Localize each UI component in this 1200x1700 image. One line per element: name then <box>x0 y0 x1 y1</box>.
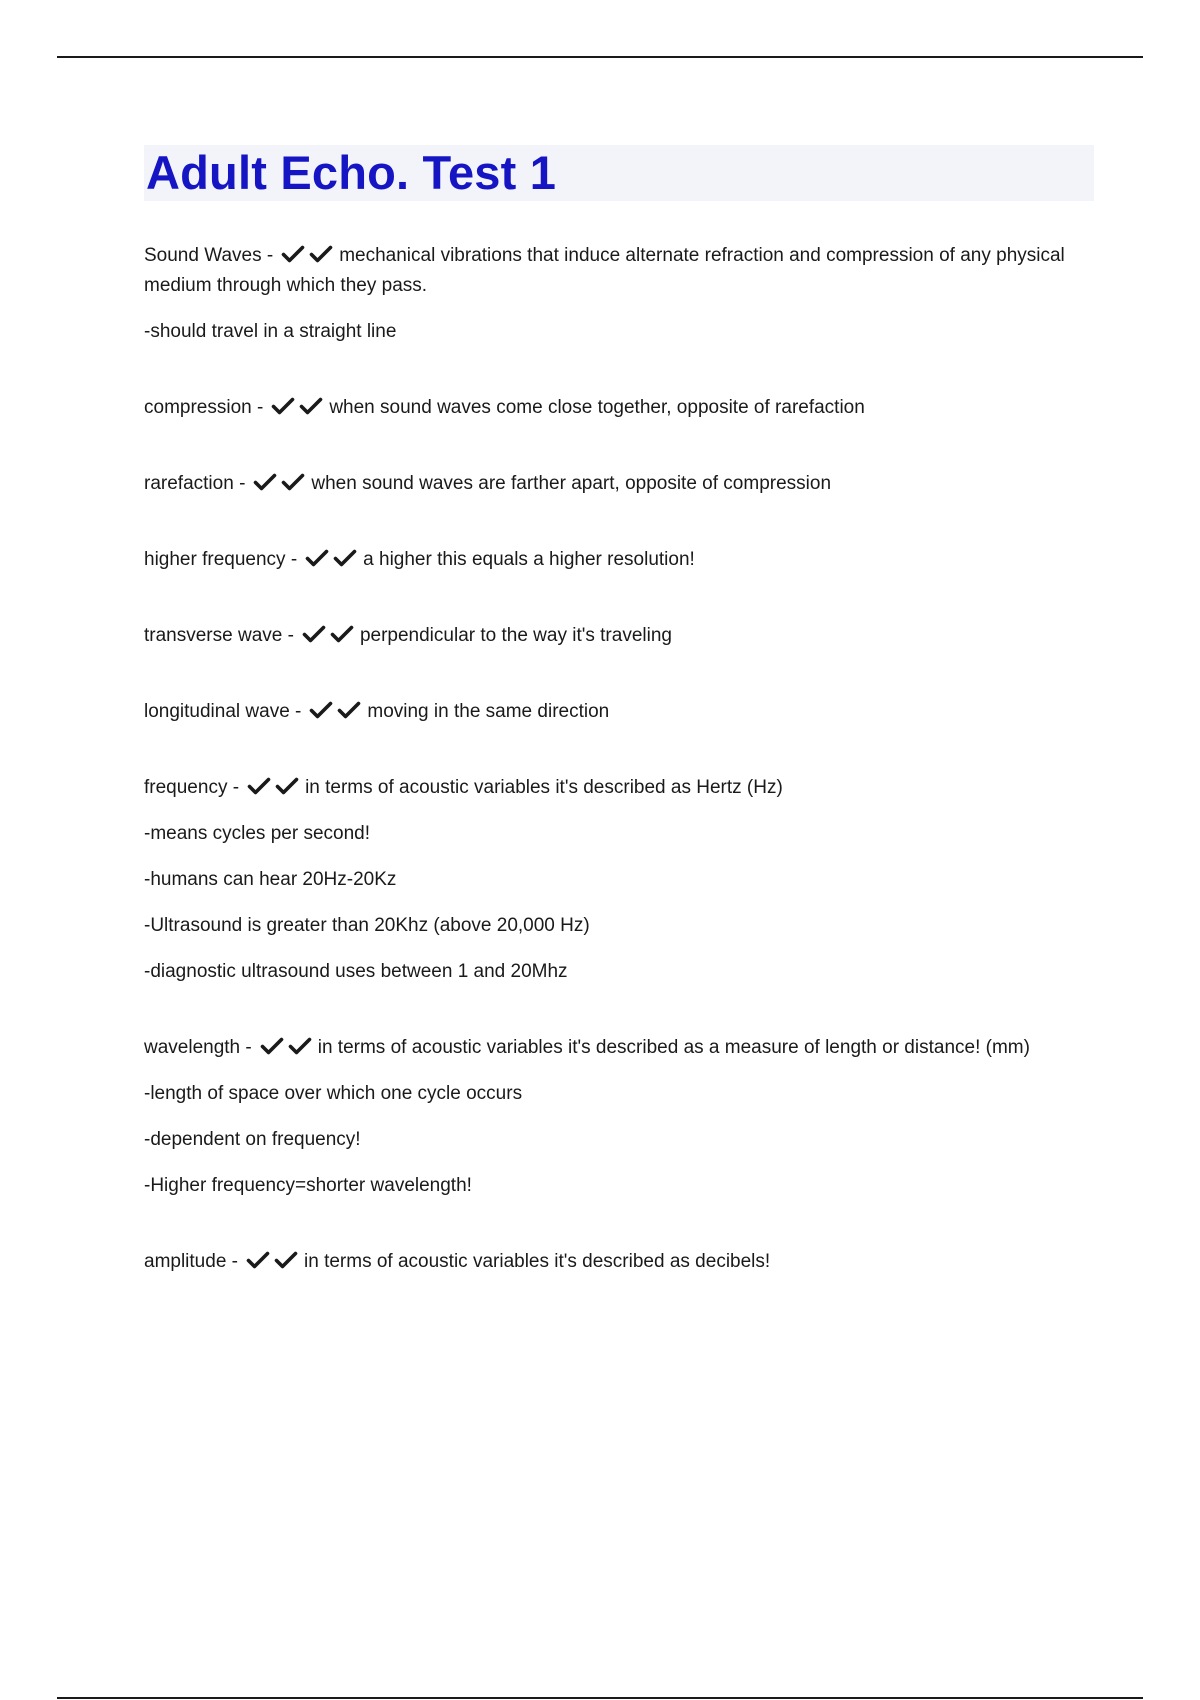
check-icon <box>271 396 295 416</box>
check-icon <box>246 1250 270 1270</box>
entry-term: frequency <box>144 777 228 798</box>
entry-term: rarefaction <box>144 473 234 494</box>
check-icon <box>274 1250 298 1270</box>
document-content <box>144 145 1094 1323</box>
entry-separator: - <box>245 1037 252 1058</box>
entry-separator: - <box>257 397 264 418</box>
flashcard-entry <box>144 621 1094 651</box>
check-icon <box>247 776 271 796</box>
bottom-rule <box>57 1697 1143 1699</box>
entry-separator: - <box>232 777 240 798</box>
entry-definition: in terms of acoustic variables it's described as a measure of length or distance! (mm) <box>317 1037 1030 1058</box>
check-icon <box>309 700 333 720</box>
title-band <box>144 145 1094 201</box>
entry-definition: in terms of acoustic variables it's described as decibels! <box>304 1251 771 1272</box>
answer-checkmarks <box>279 245 335 266</box>
entry-definition: when sound waves come close together, opposite of rarefaction <box>329 397 865 418</box>
top-rule <box>57 56 1143 58</box>
entry-line <box>144 469 1094 499</box>
entry-note: -diagnostic ultrasound uses between 1 and 20Mhz <box>144 961 568 982</box>
page-title: Adult Echo. Test 1 <box>146 146 557 199</box>
check-icon <box>253 472 277 492</box>
flashcard-entry <box>144 241 1094 347</box>
entry-definition: perpendicular to the way it's traveling <box>359 625 672 646</box>
entry-term: compression <box>144 397 252 418</box>
entry-note: -Higher frequency=shorter wavelength! <box>144 1175 472 1196</box>
check-icon <box>275 776 299 796</box>
check-icon <box>309 244 333 264</box>
entry-line <box>144 773 1094 803</box>
entry-separator: - <box>231 1251 238 1272</box>
check-icon <box>288 1036 312 1056</box>
entry-definition: in terms of acoustic variables it's described as Hertz (Hz) <box>305 777 783 798</box>
entry-line <box>144 241 1094 301</box>
check-icon <box>302 624 326 644</box>
flashcard-entry <box>144 1033 1094 1201</box>
entry-definition: a higher this equals a higher resolution! <box>363 549 695 570</box>
entry-separator: - <box>287 625 294 646</box>
flashcard-entry <box>144 393 1094 423</box>
flashcard-entry <box>144 469 1094 499</box>
entry-term: wavelength <box>144 1037 241 1058</box>
answer-checkmarks <box>245 777 301 798</box>
check-icon <box>281 244 305 264</box>
flashcard-entry <box>144 773 1094 987</box>
entry-line <box>144 393 1094 423</box>
entry-note: -humans can hear 20Hz-20Kz <box>144 869 397 890</box>
entry-separator: - <box>295 701 302 722</box>
answer-checkmarks <box>269 397 325 418</box>
answer-checkmarks <box>307 701 363 722</box>
check-icon <box>281 472 305 492</box>
check-icon <box>299 396 323 416</box>
flashcard-list <box>144 241 1094 1277</box>
answer-checkmarks <box>300 625 356 646</box>
entry-separator: - <box>239 473 246 494</box>
check-icon <box>330 624 354 644</box>
entry-line <box>144 545 1094 575</box>
entry-definition: moving in the same direction <box>367 701 610 722</box>
entry-line <box>144 1247 1094 1277</box>
entry-definition: mechanical vibrations that induce alternate refraction and compression of any physical medium through which they pass. <box>144 245 1065 296</box>
entry-note: -Ultrasound is greater than 20Khz (above 20,000 Hz) <box>144 915 590 936</box>
answer-checkmarks <box>258 1037 314 1058</box>
entry-term: higher frequency <box>144 549 286 570</box>
entry-note: -length of space over which one cycle occurs <box>144 1083 523 1104</box>
answer-checkmarks <box>303 549 359 570</box>
check-icon <box>260 1036 284 1056</box>
entry-term: longitudinal wave <box>144 701 290 722</box>
entry-separator: - <box>290 549 298 570</box>
entry-line <box>144 621 1094 651</box>
answer-checkmarks <box>244 1251 300 1272</box>
entry-note: -should travel in a straight line <box>144 321 397 342</box>
flashcard-entry <box>144 1247 1094 1277</box>
answer-checkmarks <box>251 473 307 494</box>
entry-term: amplitude <box>144 1251 227 1272</box>
check-icon <box>305 548 329 568</box>
entry-line <box>144 1033 1094 1063</box>
entry-line <box>144 697 1094 727</box>
entry-definition: when sound waves are farther apart, opposite of compression <box>311 473 832 494</box>
flashcard-entry <box>144 545 1094 575</box>
flashcard-entry <box>144 697 1094 727</box>
entry-separator: - <box>266 245 274 266</box>
entry-note: -means cycles per second! <box>144 823 370 844</box>
entry-term: Sound Waves <box>144 245 262 266</box>
entry-term: transverse wave <box>144 625 283 646</box>
check-icon <box>337 700 361 720</box>
entry-note: -dependent on frequency! <box>144 1129 361 1150</box>
check-icon <box>333 548 357 568</box>
